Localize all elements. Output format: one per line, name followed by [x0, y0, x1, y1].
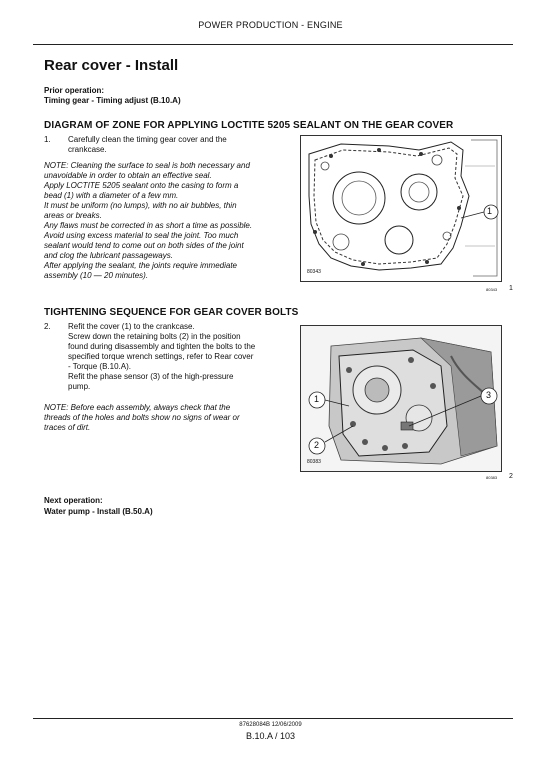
- note-line: Any flaws must be corrected in as short a time as possible.: [44, 221, 253, 230]
- next-operation-link[interactable]: Water pump - Install (B.50.A): [44, 507, 153, 516]
- note-line: unavoidable in order to obtain an effective seal.: [44, 171, 212, 180]
- callout-2-label: 2: [314, 440, 320, 450]
- page-number: B.10.A / 103: [245, 731, 296, 741]
- callout-1-label: 1: [487, 206, 493, 216]
- note-line: traces of dirt.: [44, 423, 91, 432]
- step-number: 1.: [44, 135, 51, 144]
- header-rule: [33, 44, 513, 45]
- figure-gear-cover-sealant: [300, 135, 502, 282]
- next-operation-label: Next operation:: [44, 496, 103, 505]
- prior-operation-label: Prior operation:: [44, 86, 105, 95]
- callout-1-label: 1: [314, 394, 320, 404]
- figure-code-inner: 80343: [307, 269, 321, 275]
- note-line: NOTE: Before each assembly, always check that the: [44, 403, 231, 412]
- running-header: POWER PRODUCTION - ENGINE: [198, 20, 343, 30]
- note-line: NOTE: Cleaning the surface to seal is both necessary and: [44, 161, 250, 170]
- document-id: 87628084B 12/06/2009: [239, 722, 302, 728]
- note-line: sealant would tend to come out on both sides of the joint: [44, 241, 244, 250]
- step-line: pump.: [68, 382, 91, 391]
- note-block: [44, 403, 284, 433]
- note-line: assembly (10 — 20 minutes).: [44, 271, 149, 280]
- step-line: Screw down the retaining bolts (2) in the position: [68, 332, 241, 341]
- figure-number: 2: [509, 473, 513, 480]
- step-line: - Torque (B.10.A).: [68, 362, 131, 371]
- step-line: specified torque wrench settings, refer to Rear cover: [68, 352, 254, 361]
- step-line: crankcase.: [68, 145, 107, 154]
- note-line: It must be uniform (no lumps), with no air bubbles, thin: [44, 201, 237, 210]
- figure-gear-cover-bolts: [300, 325, 502, 472]
- prior-operation-link[interactable]: Timing gear - Timing adjust (B.10.A): [44, 96, 181, 105]
- step-line: Carefully clean the timing gear cover and the: [68, 135, 227, 144]
- engine-photo-drawing: [301, 326, 501, 471]
- section-heading-bolts: TIGHTENING SEQUENCE FOR GEAR COVER BOLTS: [44, 307, 299, 318]
- step-text: [68, 135, 280, 155]
- note-line: Avoid using excess material to seal the joint. Too much: [44, 231, 239, 240]
- figure-code: 80343: [486, 287, 498, 292]
- note-line: threads of the holes and bolts show no signs of wear or: [44, 413, 240, 422]
- figure-number: 1: [509, 285, 513, 292]
- callout-3-label: 3: [486, 390, 492, 400]
- section-heading-sealant: DIAGRAM OF ZONE FOR APPLYING LOCTITE 5205 SEALANT ON THE GEAR COVER: [44, 120, 454, 131]
- footer-rule: [33, 718, 513, 719]
- note-block: [44, 161, 284, 281]
- note-line: After applying the sealant, the joints require immediate: [44, 261, 237, 270]
- step-line: Refit the phase sensor (3) of the high-pressure: [68, 372, 234, 381]
- step-text: [68, 322, 280, 392]
- note-line: and clog the lubricant passageways.: [44, 251, 173, 260]
- note-line: areas or breaks.: [44, 211, 102, 220]
- note-line: bead (1) with a diameter of a few mm.: [44, 191, 179, 200]
- gear-cover-drawing: [301, 136, 501, 281]
- step-line: found during disassembly and tighten the bolts to the: [68, 342, 256, 351]
- page-title: Rear cover - Install: [44, 57, 179, 74]
- figure-code: 80383: [486, 475, 498, 480]
- note-line: Apply LOCTITE 5205 sealant onto the casing to form a: [44, 181, 239, 190]
- step-number: 2.: [44, 322, 51, 331]
- step-line: Refit the cover (1) to the crankcase.: [68, 322, 195, 331]
- figure-code-inner: 80383: [307, 459, 321, 465]
